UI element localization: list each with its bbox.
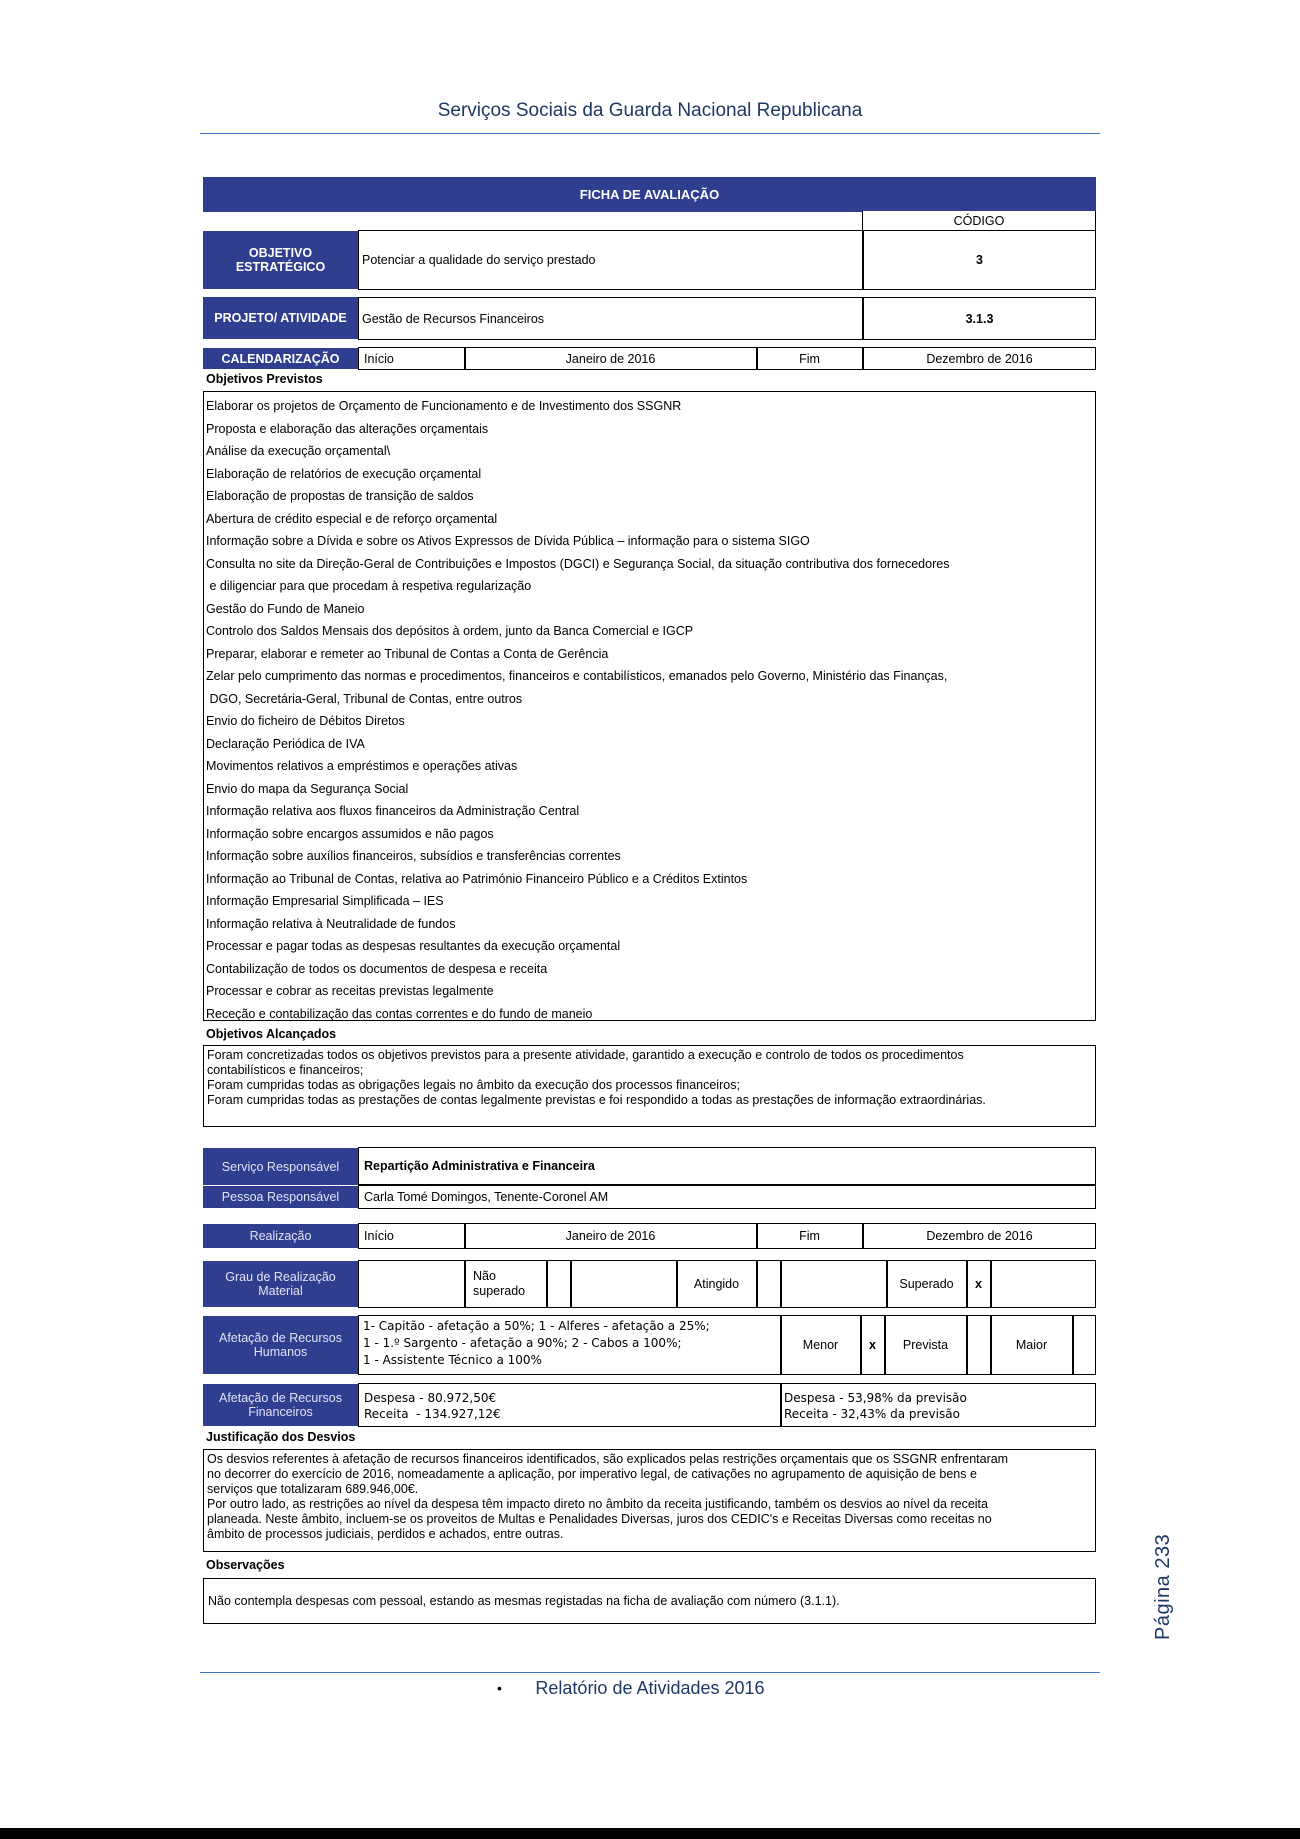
previsto-item: Elaboração de propostas de transição de saldos (206, 489, 474, 503)
form-title: FICHA DE AVALIAÇÃO (203, 177, 1096, 212)
previsto-item: Informação sobre a Dívida e sobre os Ativos Expressos de Dívida Pública – informação para o sistema SIGO (206, 534, 810, 548)
humanos-label: Afetação de Recursos Humanos (203, 1316, 358, 1374)
justificacao-line: planeada. Neste âmbito, incluem-se os proveitos de Multas e Penalidades Diversas, juros dos CEDIC's e Receitas Diversas como receitas no (207, 1512, 992, 1526)
real-fim-value: Dezembro de 2016 (926, 1229, 1033, 1243)
hum-div-6 (1072, 1315, 1074, 1375)
financeiros-despesa: Despesa - 80.972,50€ (364, 1391, 497, 1405)
footer-title: Relatório de Atividades 2016 (535, 1678, 765, 1698)
cal-fim-value: Dezembro de 2016 (926, 351, 1033, 366)
justificacao-line: âmbito de processos judiciais, perdidos e achados, entre outras. (207, 1527, 564, 1541)
previsto-item: Processar e cobrar as receitas previstas legalmente (206, 984, 494, 998)
justificacao-heading: Justificação dos Desvios (206, 1430, 356, 1444)
justificacao-line: serviços que totalizaram 689.946,00€. (207, 1482, 419, 1496)
grau-div-1 (464, 1260, 466, 1308)
grau-superado-mark: x (975, 1277, 982, 1291)
cal-inicio-value: Janeiro de 2016 (565, 351, 656, 366)
justificacao-line: no decorrer do exercício de 2016, nomeadamente a aplicação, por imperativo legal, de cativações no agrupamento de aquisição de bens e (207, 1467, 977, 1481)
humanos-maior: Maior (1015, 1338, 1048, 1352)
objetivo-value: Potenciar a qualidade do serviço prestado (362, 253, 596, 267)
previsto-item: Análise da execução orçamental\ (206, 444, 391, 458)
alcancados-heading: Objetivos Alcançados (206, 1027, 337, 1041)
humanos-lines (363, 1318, 778, 1369)
humanos-menor-mark: x (869, 1338, 876, 1352)
previsto-item: Elaborar os projetos de Orçamento de Funcionamento e de Investimento dos SSGNR (206, 399, 682, 413)
observacoes-text: Não contempla despesas com pessoal, estando as mesmas registadas na ficha de avaliação com número (3.1.1). (208, 1594, 840, 1608)
alcancado-line: Foram cumpridas todas as obrigações legais no âmbito da execução dos processos financeiros; (207, 1078, 740, 1092)
previsto-item: Informação sobre auxílios financeiros, subsídios e transferências correntes (206, 849, 621, 863)
grau-atingido: Atingido (693, 1277, 740, 1291)
hum-div-4 (966, 1315, 968, 1375)
servico-label: Serviço Responsável (203, 1148, 358, 1185)
alcancado-line: Foram cumpridas todas as prestações de contas legalmente previstas e foi respondido a todas as prestações de informação extraordinárias. (207, 1093, 986, 1107)
previsto-item: Informação relativa à Neutralidade de fundos (206, 916, 456, 931)
grau-superado: Superado (899, 1277, 954, 1291)
previsto-item: Abertura de crédito especial e de reforço orçamental (206, 511, 498, 526)
previsto-item: Zelar pelo cumprimento das normas e procedimentos, financeiros e contabilísticos, emanados pelo Governo, Ministério das Finanças, (206, 669, 948, 683)
previstos-heading: Objetivos Previstos (206, 372, 323, 386)
justificacao-line: Por outro lado, as restrições ao nível da despesa têm impacto direto no âmbito da receita justificando, também os desvios ao nível da receita (207, 1497, 988, 1511)
previsto-item: Receção e contabilização das contas correntes e do fundo de maneio (206, 1006, 593, 1021)
alcancado-line: Foram concretizadas todos os objetivos previstos para a presente atividade, garantido a execução e controlo de todos os procedimentos (207, 1048, 964, 1062)
footer-rule (200, 1672, 1100, 1673)
previsto-item: Informação sobre encargos assumidos e não pagos (206, 826, 494, 841)
previsto-item: Processar e pagar todas as despesas resultantes da execução orçamental (206, 939, 621, 953)
previsto-item: Contabilização de todos os documentos de despesa e receita (206, 961, 548, 976)
grau-div-6 (780, 1260, 782, 1308)
humanos-prevista: Prevista (902, 1338, 949, 1352)
previsto-item: Preparar, elaborar e remeter ao Tribunal de Contas a Conta de Gerência (206, 646, 609, 661)
previstos-list (205, 395, 1097, 1025)
fin-divider (780, 1383, 782, 1427)
previsto-item: Declaração Periódica de IVA (206, 736, 365, 751)
humanos-line: 1 - 1.º Sargento - afetação a 90%; 2 - Cabos a 100%; (363, 1336, 682, 1350)
objetivo-label: OBJETIVO ESTRATÉGICO (203, 231, 358, 289)
footer-bullet: • (497, 1680, 502, 1696)
real-inicio-value: Janeiro de 2016 (565, 1229, 656, 1243)
financeiros-values (364, 1390, 774, 1422)
humanos-line: 1 - Assistente Técnico a 100% (363, 1353, 542, 1367)
projeto-code: 3.1.3 (965, 311, 994, 326)
previsto-item: Consulta no site da Direção-Geral de Contribuições e Impostos (DGCI) e Segurança Social, da situação contributiva dos fornecedores (206, 556, 950, 571)
grau-div-9 (990, 1260, 992, 1308)
justificacao-line: Os desvios referentes à afetação de recursos financeiros identificados, são explicados pelas restrições orçamentais que os SSGNR enfrentaram (207, 1452, 1009, 1466)
previsto-item: Envio do ficheiro de Débitos Diretos (206, 714, 405, 728)
projeto-label: PROJETO/ ATIVIDADE (203, 297, 358, 339)
grau-div-5 (756, 1260, 758, 1308)
previsto-item: Informação ao Tribunal de Contas, relativa ao Património Financeiro Público e a Créditos Extintos (206, 871, 748, 886)
previsto-item: e diligenciar para que procedam à respetiva regularização (206, 579, 532, 593)
objetivo-code: 3 (976, 253, 983, 267)
observacoes-heading: Observações (206, 1558, 285, 1572)
alcancados-text (207, 1048, 1092, 1108)
alcancado-line: contabilísticos e financeiros; (207, 1063, 364, 1077)
real-fim-label: Fim (799, 1229, 820, 1243)
justificacao-text (207, 1452, 1092, 1542)
previsto-item: Controlo dos Saldos Mensais dos depósitos à ordem, junto da Banca Comercial e IGCP (206, 624, 694, 638)
financeiros-receita-pct: Receita - 32,43% da previsão (784, 1407, 960, 1421)
pessoa-label: Pessoa Responsável (203, 1186, 358, 1208)
previsto-item: Proposta e elaboração das alterações orçamentais (206, 421, 489, 436)
header-rule (200, 133, 1100, 134)
financeiros-despesa-pct: Despesa - 53,98% da previsão (784, 1391, 967, 1405)
pessoa-value: Carla Tomé Domingos, Tenente-Coronel AM (364, 1190, 609, 1204)
previsto-item: Elaboração de relatórios de execução orçamental (206, 466, 482, 481)
servico-value: Repartição Administrativa e Financeira (364, 1159, 595, 1173)
cal-inicio-label: Início (364, 351, 394, 366)
calendarizacao-label: CALENDARIZAÇÃO (203, 348, 358, 369)
grau-div-2 (546, 1260, 548, 1308)
previsto-item: Gestão do Fundo de Maneio (206, 601, 365, 616)
realizacao-label: Realização (203, 1224, 358, 1248)
page-number: Página 233 (1152, 1533, 1174, 1640)
grau-div-3 (570, 1260, 572, 1308)
codigo-label: CÓDIGO (953, 214, 1005, 228)
real-inicio-label: Início (364, 1229, 394, 1243)
previsto-item: Envio do mapa da Segurança Social (206, 781, 409, 796)
previsto-item: Informação Empresarial Simplificada – IES (206, 894, 444, 908)
humanos-menor: Menor (802, 1338, 839, 1352)
previsto-item: DGO, Secretária-Geral, Tribunal de Contas, entre outros (206, 691, 523, 706)
header-title: Serviços Sociais da Guarda Nacional Republicana (437, 100, 863, 121)
cal-fim-label: Fim (799, 351, 820, 366)
financeiros-receita: Receita - 134.927,12€ (364, 1407, 501, 1421)
projeto-value: Gestão de Recursos Financeiros (362, 311, 545, 326)
grau-nao-superado: Não superado (473, 1269, 526, 1298)
humanos-line: 1- Capitão - afetação a 50%; 1 - Alferes - afetação a 25%; (363, 1319, 710, 1333)
previsto-item: Movimentos relativos a empréstimos e operações ativas (206, 759, 518, 773)
financeiros-pcts (784, 1390, 1094, 1422)
financeiros-label: Afetação de Recursos Financeiros (203, 1384, 358, 1426)
previsto-item: Informação relativa aos fluxos financeiros da Administração Central (206, 804, 580, 818)
grau-label: Grau de Realização Material (203, 1261, 358, 1307)
